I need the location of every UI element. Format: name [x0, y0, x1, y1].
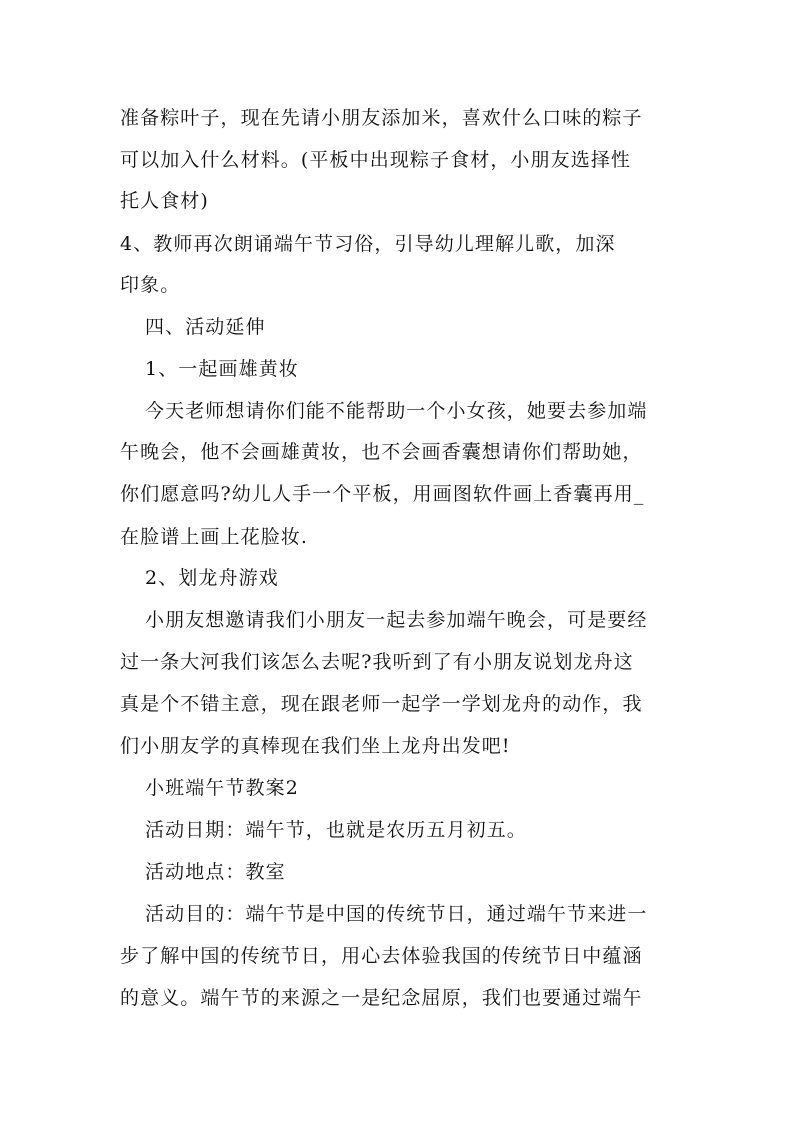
paragraph-line: 小朋友想邀请我们小朋友一起去参加端午晚会，可是要经	[145, 609, 648, 631]
paragraph-line: 过一条大河我们该怎么去呢?我听到了有小朋友说划龙舟这	[120, 651, 634, 673]
paragraph-line: 可以加入什么材料。(平板中出现粽子食材，小朋友选择性	[120, 149, 632, 171]
paragraph-line: 真是个不错主意，现在跟老师一起学一学划龙舟的动作，我	[120, 693, 643, 715]
paragraph-line: 4、教师再次朗诵端午节习俗，引导幼儿理解儿歌，加深	[120, 233, 616, 255]
paragraph-line: 准备粽叶子，现在先请小朋友添加米，喜欢什么口味的粽子	[120, 107, 643, 129]
activity-date: 活动日期：端午节，也就是农历五月初五。	[145, 819, 527, 841]
paragraph-line: 步了解中国的传统节日，用心去体验我国的传统节日中蕴涵	[120, 945, 643, 967]
subsection-heading: 1、一起画雄黄妆	[145, 358, 299, 380]
paragraph-line: 托人食材)	[120, 190, 209, 212]
paragraph-line: 午晚会，他不会画雄黄妆，也不会画香囊想请你们帮助她，	[120, 441, 643, 463]
paragraph-line: 你们愿意吗?幼儿人手一个平板，用画图软件画上香囊再用_	[120, 483, 645, 505]
paragraph-line: 的意义。端午节的来源之一是纪念屈原，我们也要通过端午	[120, 987, 643, 1009]
activity-purpose: 活动目的：端午节是中国的传统节日，通过端午节来进一	[145, 903, 648, 925]
section-heading: 四、活动延伸	[145, 316, 266, 338]
paragraph-line: 今天老师想请你们能不能帮助一个小女孩，她要去参加端	[145, 400, 648, 422]
subsection-heading: 2、划龙舟游戏	[145, 567, 279, 589]
activity-location: 活动地点：教室	[145, 861, 286, 883]
paragraph-line: 印象。	[120, 274, 181, 296]
lesson-title: 小班端午节教案2	[145, 777, 299, 799]
paragraph-line: 们小朋友学的真棒现在我们坐上龙舟出发吧!	[120, 735, 511, 757]
paragraph-line: 在脸谱上画上花脸妆.	[120, 526, 309, 548]
